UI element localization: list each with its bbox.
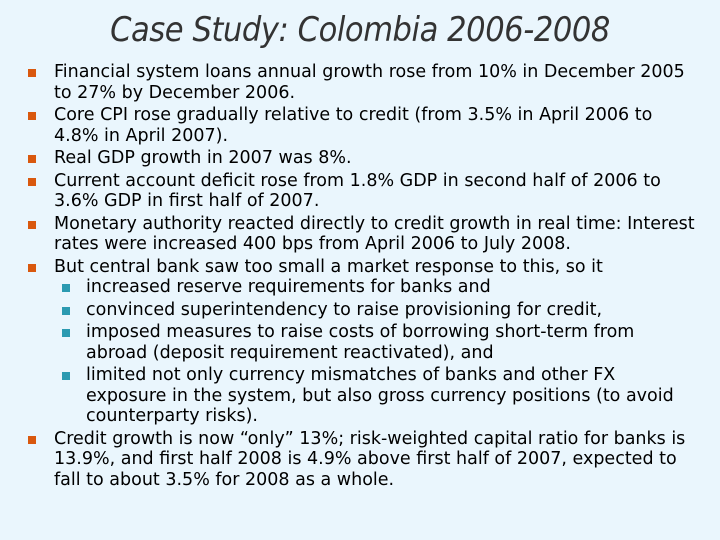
sub-bullet-text: convinced superintendency to raise provisioning for credit, [86,299,603,320]
slide-title: Case Study: Colombia 2006-2008 [110,10,610,50]
sub-bullet-item [54,365,700,427]
bullet-item [28,62,700,103]
square-bullet-icon [28,69,36,77]
square-bullet-icon [28,221,36,229]
bullet-item [28,257,700,427]
bullet-text: Credit growth is now “only” 13%; risk-weighted capital ratio for banks is 13.9%, and first half 2008 is 4.9% above first half of 2007, expected to fall to about 3.5% for 2008 as a whole. [54,428,686,490]
square-bullet-icon [28,155,36,163]
bullet-text: Current account deficit rose from 1.8% GDP in second half of 2006 to 3.6% GDP in first half of 2007. [54,170,661,211]
square-subbullet-icon [62,372,70,380]
square-bullet-icon [28,112,36,120]
bullet-text: Monetary authority reacted directly to credit growth in real time: Interest rates were increased 400 bps from April 2006 to July 2008. [54,213,695,254]
square-bullet-icon [28,264,36,272]
bullet-text: Core CPI rose gradually relative to credit (from 3.5% in April 2006 to 4.8% in April 2007). [54,105,653,146]
square-bullet-icon [28,178,36,186]
square-bullet-icon [28,436,36,444]
bullet-text: But central bank saw too small a market response to this, so it [54,256,603,277]
sub-bullet-item [54,300,700,321]
square-subbullet-icon [62,284,70,292]
bullet-text: Financial system loans annual growth rose from 10% in December 2005 to 27% by December 2006. [54,62,685,103]
bullet-list [28,62,700,492]
bullet-item [28,171,700,212]
bullet-item [28,148,700,169]
bullet-text: Real GDP growth in 2007 was 8%. [54,148,352,168]
bullet-item [28,214,700,255]
bullet-item [28,429,700,491]
square-subbullet-icon [62,307,70,315]
sub-bullet-text: increased reserve requirements for banks and [86,277,491,297]
bullet-item [28,105,700,146]
sub-bullet-item [54,322,700,363]
sub-bullet-item [54,277,700,298]
sub-bullet-text: limited not only currency mismatches of banks and other FX exposure in the system, but also gross currency positions (to avoid counterparty risks). [86,365,674,426]
sub-bullet-text: imposed measures to raise costs of borrowing short-term from abroad (deposit requirement reactivated), and [86,322,635,363]
square-subbullet-icon [62,329,70,337]
sub-bullet-list [54,277,700,427]
